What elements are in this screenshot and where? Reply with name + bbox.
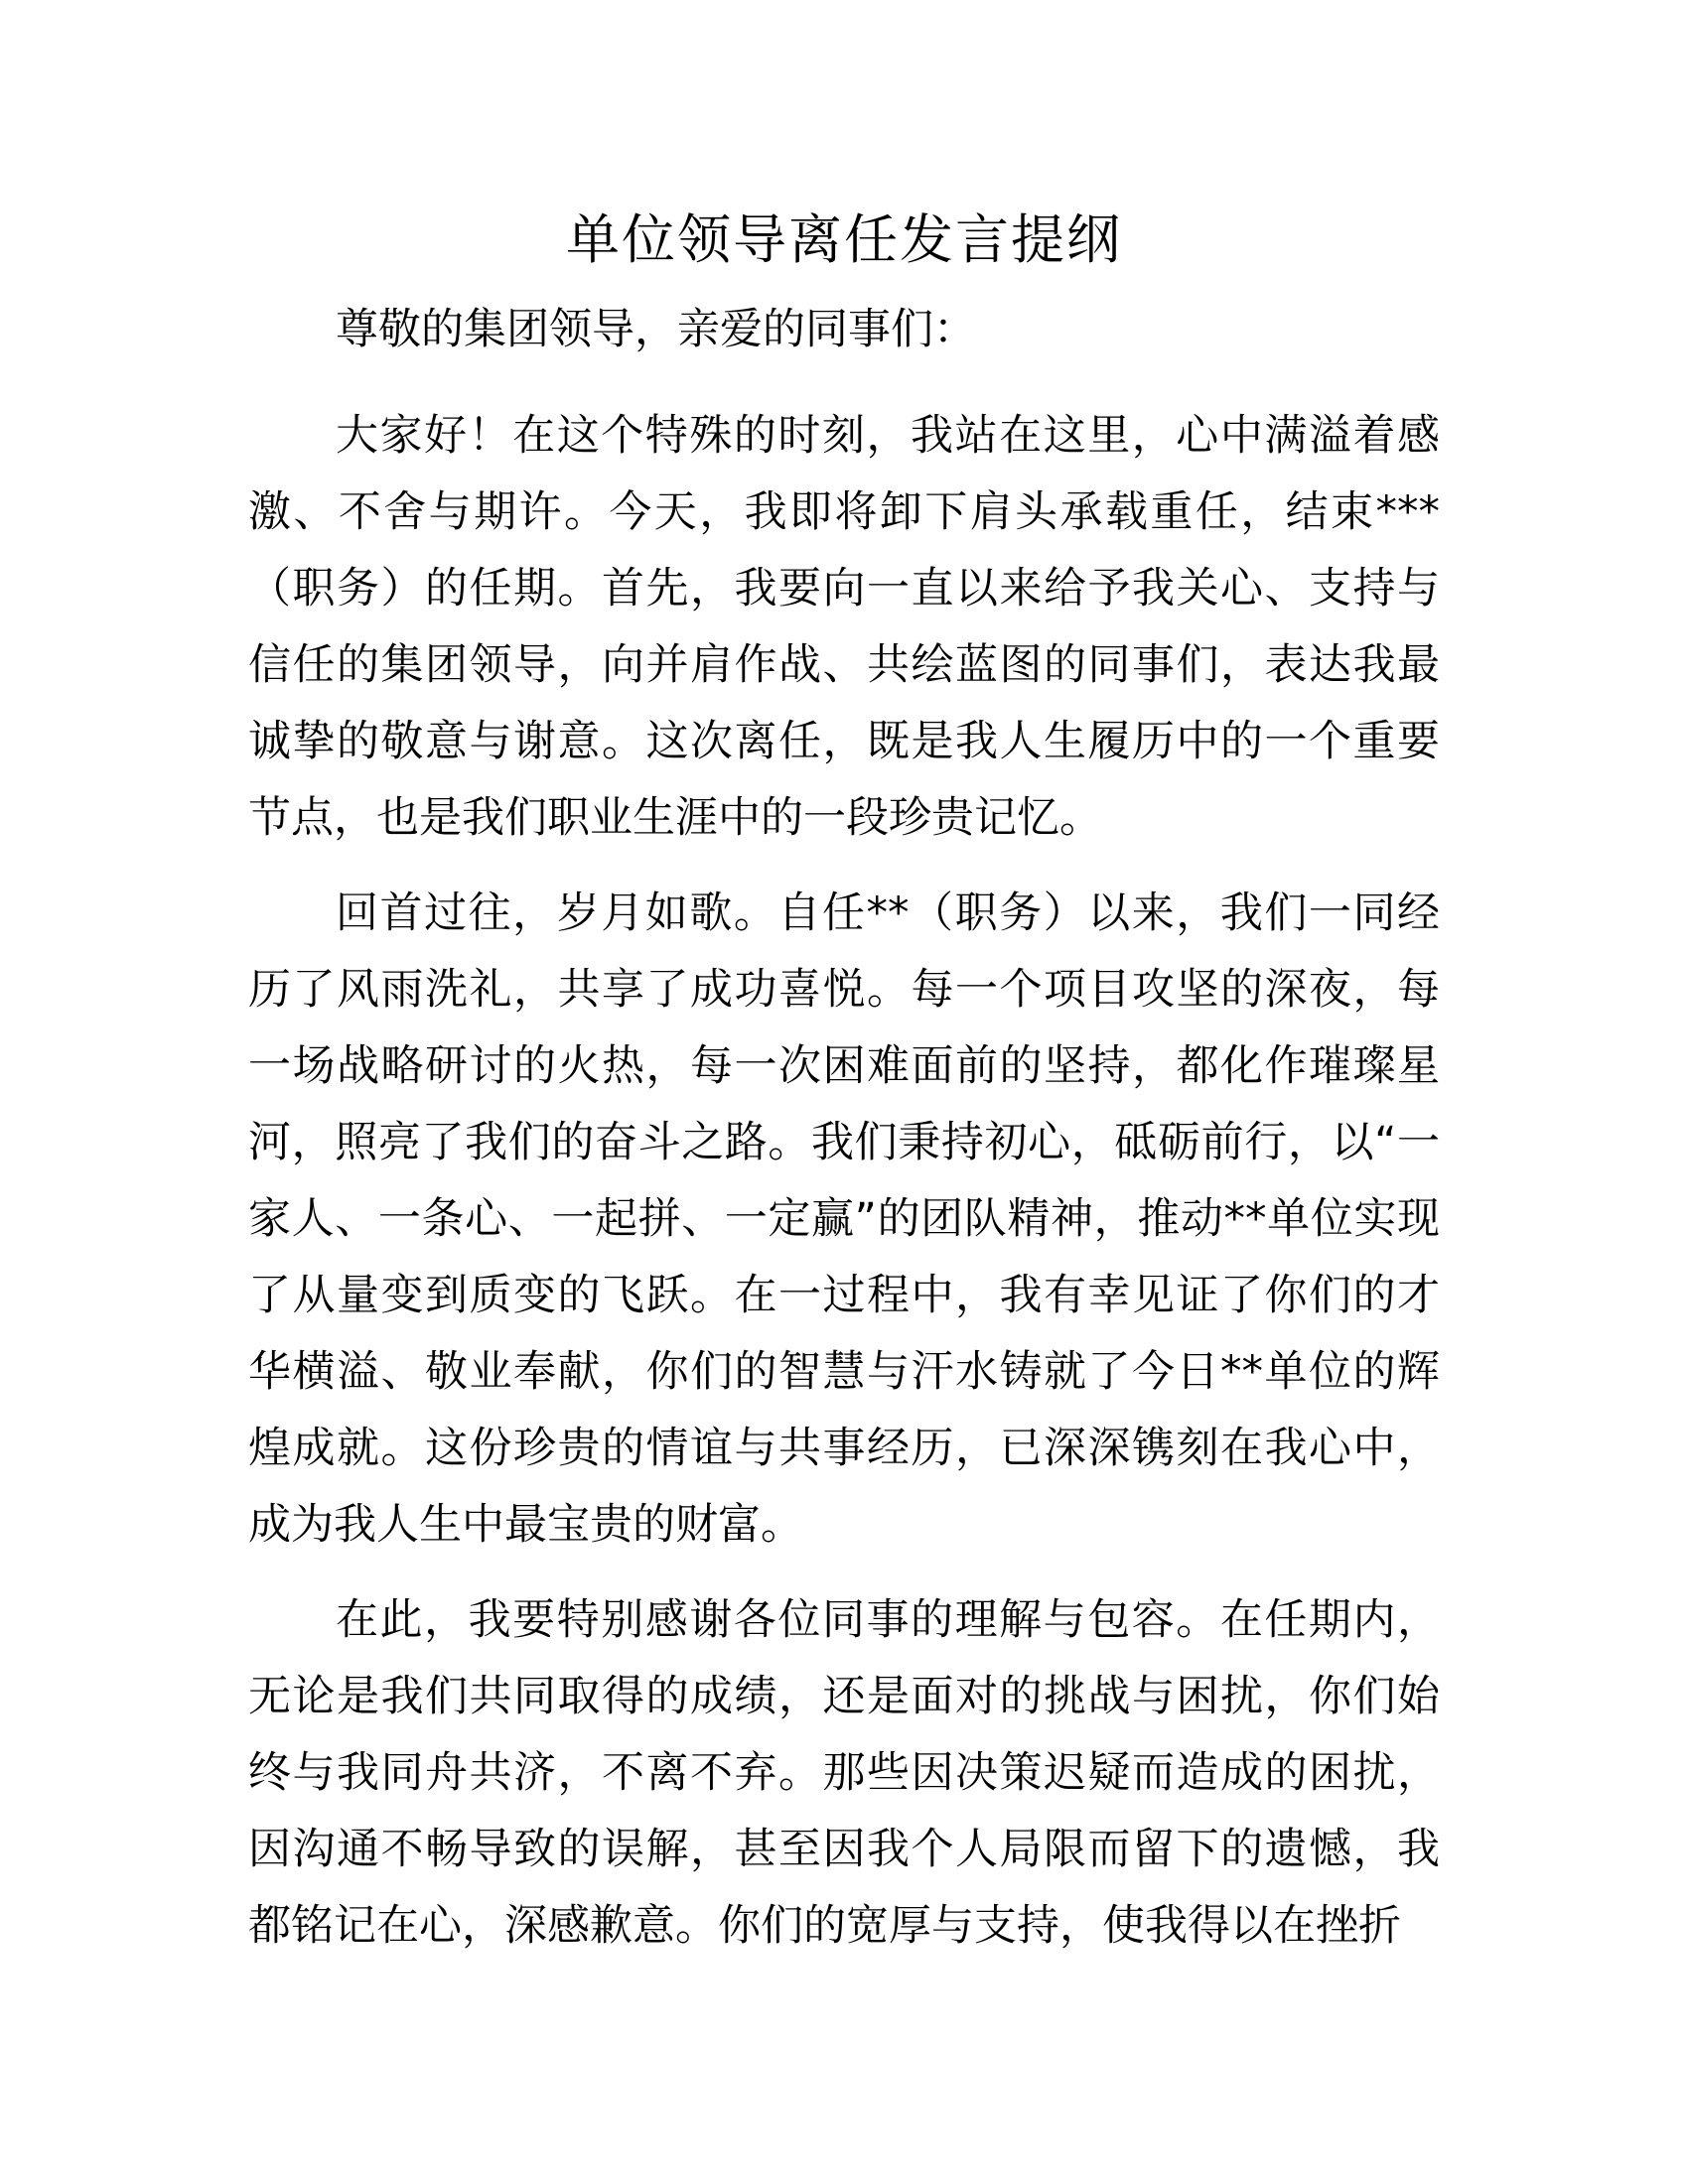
paragraph-greeting: 大家好！在这个特殊的时刻，我站在这里，心中满溢着感激、不舍与期许。今天，我即将卸下肩头承载重任，结束***（职务）的任期。首先，我要向一直以来给予我关心、支持与信任的集团领导，向并肩作战、共绘蓝图的同事们，表达我最诚挚的敬意与谢意。这次离任，既是我人生履历中的一个重要节点，也是我们职业生涯中的一段珍贵记忆。 bbox=[248, 411, 1440, 843]
document-title: 单位领导离任发言提纲 bbox=[566, 208, 1122, 271]
paragraph-retrospective: 回首过往，岁月如歌。自任**（职务）以来，我们一同经历了风雨洗礼，共享了成功喜悦。每一个项目攻坚的深夜，每一场战略研讨的火热，每一次困难面前的坚持，都化作璀璨星河，照亮了我们的奋斗之路。我们秉持初心，砥砺前行，以“一家人、一条心、一起拼、一定赢”的团队精神，推动**单位实现了从量变到质变的飞跃。在一过程中，我有幸见证了你们的才华横溢、敬业奉献，你们的智慧与汗水铸就了今日**单位的辉煌成就。这份珍贵的情谊与共事经历，已深深镌刻在我心中，成为我人生中最宝贵的财富。 bbox=[248, 888, 1440, 1550]
salutation: 尊敬的集团领导，亲爱的同事们： bbox=[336, 305, 976, 354]
paragraph-gratitude: 在此，我要特别感谢各位同事的理解与包容。在任期内，无论是我们共同取得的成绩，还是面对的挑战与困扰，你们始终与我同舟共济，不离不弃。那些因决策迟疑而造成的困扰，因沟通不畅导致的误解，甚至因我个人局限而留下的遗憾，我都铭记在心，深感歉意。你们的宽厚与支持，使我得以在挫折 bbox=[248, 1595, 1440, 1951]
document-page bbox=[248, 199, 1440, 1983]
